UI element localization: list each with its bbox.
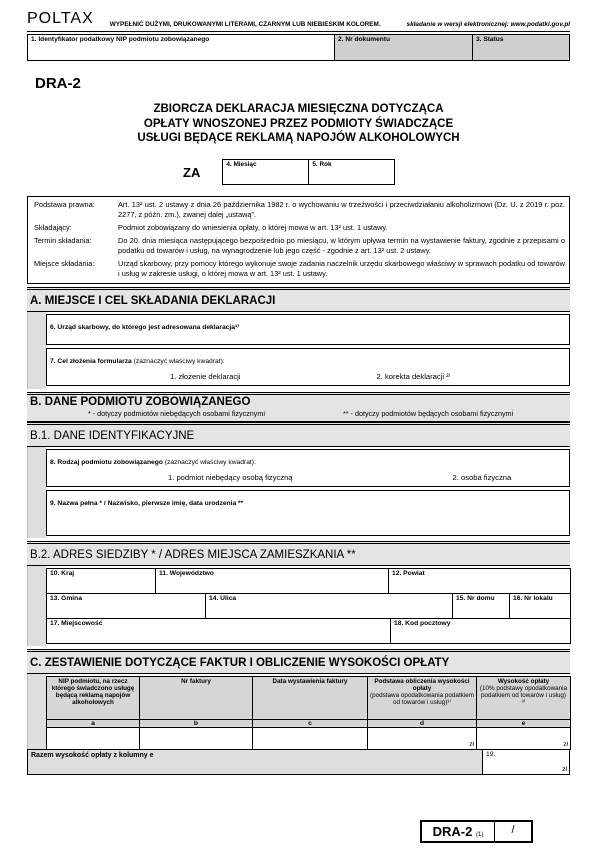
status-label: 3. Status: [476, 36, 504, 43]
field-11-wojewodztwo[interactable]: [155, 568, 389, 594]
field-13-gmina[interactable]: [46, 593, 206, 619]
page-footer-box: [420, 820, 533, 843]
col-b-header: [139, 676, 253, 720]
legal-label: Podstawa prawna:: [34, 200, 95, 210]
letter-b: b: [139, 719, 253, 728]
month-field-label: 4. Miesiąc: [226, 161, 257, 169]
field-14-label: 14. Ulica: [209, 595, 237, 603]
legal-text: Art. 13² ust. 2 ustawy z dnia 26 października 1982 r. o wychowaniu w trzeźwości i przeciwdziałaniu alkoholizmowi (Dz. U. z 2019 r. poz. 2277, z późn. zm.), zwanej dalej „ustawą”.: [118, 200, 565, 220]
cell-nr-faktury[interactable]: [139, 727, 253, 750]
field-14-ulica[interactable]: [205, 593, 453, 619]
fill-instruction: WYPEŁNIĆ DUŻYMI, DRUKOWANYMI LITERAMI, CZARNYM LUB NIEBIESKIM KOLOREM.: [109, 21, 381, 28]
field-15-label: 15. Nr domu: [456, 595, 495, 603]
section-a-body: [27, 312, 570, 389]
field-17-label: 17. Miejscowość: [50, 620, 103, 628]
poltax-logo: POLTAX: [27, 10, 94, 27]
form-title-line1: ZBIORCZA DEKLARACJA MIESIĘCZNA DOTYCZĄCA: [153, 103, 444, 115]
section-b1-header: [27, 422, 570, 447]
field-10-label: 10. Kraj: [50, 570, 75, 578]
section-b2-header: [27, 541, 570, 566]
field-18-label: 18. Kod pocztowy: [394, 620, 451, 628]
legal-label: Składający:: [34, 223, 72, 233]
cell-wysokosc[interactable]: [476, 727, 571, 750]
address-row-1: [46, 569, 570, 594]
section-a-header: [27, 287, 570, 312]
footer-code-text: DRA-2: [432, 824, 473, 839]
form-header: [27, 0, 570, 28]
col-c-header-text: Data wystawienia faktury: [272, 678, 348, 686]
section-c-header: [27, 649, 570, 674]
legal-label: Miejsce składania:: [34, 259, 95, 269]
field-13-label: 13. Gmina: [50, 595, 82, 603]
total-value-cell[interactable]: [482, 749, 570, 775]
invoice-table-header: [46, 676, 570, 720]
footer-page-slash: /: [511, 824, 515, 836]
field-10-kraj[interactable]: [46, 568, 156, 594]
field-12-powiat[interactable]: [388, 568, 571, 594]
cell-podstawa[interactable]: [367, 727, 477, 750]
footer-page-marker: (1): [476, 832, 484, 838]
section-a-title: A. MIEJSCE I CEL SKŁADANIA DEKLARACJI: [30, 295, 276, 308]
col-d-header-text: Podstawa obliczenia wysokości opłaty: [374, 678, 470, 693]
section-b1-title: B.1. DANE IDENTYFIKACYJNE: [30, 430, 195, 443]
form-code-heading: DRA-2: [35, 75, 81, 92]
field-7-hint: (zaznaczyć właściwy kwadrat):: [133, 358, 225, 366]
section-c-title: C. ZESTAWIENIE DOTYCZĄCE FAKTUR I OBLICZENIE WYSOKOŚCI OPŁATY: [30, 657, 450, 670]
total-field-number: 19.: [486, 751, 496, 759]
letter-d: d: [367, 719, 477, 728]
month-field[interactable]: [222, 159, 309, 185]
form-title-line3: USŁUGI BĘDĄCE REKLAMĄ NAPOJÓW ALKOHOLOWYCH: [137, 132, 460, 145]
field-15-nr-domu[interactable]: [452, 593, 510, 619]
letter-c: c: [252, 719, 368, 728]
year-field-label: 5. Rok: [312, 161, 332, 169]
period-row: [183, 159, 570, 185]
col-d-header-sub: (podstawa opodatkowania podatkiem od towarów i usług)³⁾: [370, 692, 474, 707]
option-zlozenie-deklaracji[interactable]: 1. złożenie deklaracji: [170, 372, 241, 382]
total-row: [27, 749, 570, 775]
field-6-label: 6. Urząd skarbowy, do którego jest adresowana deklaracja¹⁾: [50, 324, 239, 332]
field-7-cel-zlozenia: [46, 348, 570, 386]
field-8-hint: (zaznaczyć właściwy kwadrat):: [164, 459, 256, 467]
address-row-2: [46, 594, 570, 619]
option-osoba-fizyczna[interactable]: 2. osoba fizyczna: [452, 473, 512, 483]
field-9-label: 9. Nazwa pełna * / Nazwisko, pierwsze imię, data urodzenia **: [50, 500, 244, 508]
legal-label: Termin składania:: [34, 236, 92, 246]
option-podmiot-niebedacy-osoba-fizyczna[interactable]: 1. podmiot niebędący osobą fizyczną: [168, 473, 293, 483]
invoice-table-row: [46, 728, 570, 750]
legal-text: Do 20. dnia miesiąca następującego bezpośrednio po miesiącu, w którym upływa termin na wystawienie faktury, zgodnie z przepisami o podatku od towarów i usług, na wynagrodzenie lub jego część - zgodnie z art. 13² ust. 2 ustawy.: [118, 236, 565, 256]
col-a-header-text: NIP podmiotu, na rzecz którego świadczono usługę będącą reklamą napojów alkoholowych: [51, 678, 135, 707]
letter-e: e: [476, 719, 571, 728]
field-9-nazwa-pelna[interactable]: [46, 490, 570, 536]
nip-field-label: 1. Identyfikator podatkowy NIP podmiotu zobowiązanego: [31, 36, 210, 43]
year-field[interactable]: [308, 159, 395, 185]
period-boxes: [222, 159, 394, 185]
note-double-asterisk: ** - dotyczy podmiotów będących osobami fizycznymi: [342, 409, 514, 419]
col-e-header-text: Wysokość opłaty: [497, 678, 550, 686]
option-korekta-deklaracji[interactable]: 2. korekta deklaracji ²⁾: [376, 372, 451, 382]
electronic-filing-note: składanie w wersji elektronicznej: www.podatki.gov.pl: [406, 21, 570, 28]
field-11-label: 11. Województwo: [159, 570, 214, 578]
cell-data-faktury[interactable]: [252, 727, 368, 750]
section-b-header: [27, 392, 570, 422]
section-c-gutter: [27, 674, 46, 750]
field-6-urzad-skarbowy[interactable]: [46, 314, 570, 345]
identification-row: [27, 34, 570, 61]
nip-field[interactable]: [27, 34, 335, 61]
form-title: [27, 102, 570, 146]
col-a-header: [46, 676, 140, 720]
legal-basis-block: [27, 196, 570, 284]
document-number-label: 2. Nr dokumentu: [338, 36, 391, 43]
currency-zl: zł: [469, 741, 474, 749]
legal-row-miejsce: [34, 259, 565, 279]
col-c-header: [252, 676, 368, 720]
total-label-cell: [27, 749, 483, 775]
currency-zl: zł: [563, 741, 568, 749]
section-c-body: [27, 674, 570, 750]
section-b-title: B. DANE PODMIOTU ZOBOWIĄZANEGO: [30, 396, 251, 409]
legal-row-termin: [34, 236, 565, 256]
note-single-asterisk: * - dotyczy podmiotów niebędących osobami fizycznymi: [88, 409, 265, 419]
col-d-header: [367, 676, 477, 720]
address-row-3: [46, 619, 570, 644]
section-b-notes: [30, 408, 567, 419]
section-b2-title: B.2. ADRES SIEDZIBY * / ADRES MIEJSCA ZAMIESZKANIA **: [30, 549, 356, 562]
legal-text: Urząd skarbowy, przy pomocy którego wykonuje swoje zadania naczelnik urzędu skarbowego właściwy w sprawach podatku od towarów i usług w zakresie usługi, o której mowa w art. 13² ust. 1 ustawy.: [118, 259, 565, 279]
letter-a: a: [46, 719, 140, 728]
total-label: Razem wysokość opłaty z kolumny e: [31, 752, 154, 760]
field-16-nr-lokalu[interactable]: [509, 593, 571, 619]
status-field: [472, 34, 570, 61]
field-16-label: 16. Nr lokalu: [513, 595, 553, 603]
legal-row-podstawa: [34, 200, 565, 220]
field-12-label: 12. Powiat: [392, 570, 425, 578]
col-e-header: [476, 676, 571, 720]
field-17-miejscowosc[interactable]: [46, 618, 391, 644]
field-7-label: 7. Cel złożenia formularza: [50, 358, 134, 366]
section-b1-gutter: [27, 447, 46, 538]
za-label: ZA: [183, 164, 201, 180]
col-b-header-text: Nr faktury: [181, 678, 211, 686]
section-b2-body: [27, 566, 570, 646]
currency-zl: zł: [562, 766, 567, 774]
document-number-field: [334, 34, 473, 61]
field-8-rodzaj-podmiotu: [46, 449, 570, 487]
section-a-gutter: [27, 312, 46, 389]
footer-form-code: [422, 822, 495, 841]
cell-nip[interactable]: [46, 727, 140, 750]
legal-row-skladajacy: [34, 223, 565, 233]
field-18-kod-pocztowy[interactable]: [390, 618, 571, 644]
section-b1-body: [27, 447, 570, 538]
header-divider: [27, 31, 570, 32]
section-b2-gutter: [27, 566, 46, 646]
form-title-line2: OPŁATY WNOSZONEJ PRZEZ PODMIOTY ŚWIADCZĄCE: [143, 117, 454, 130]
legal-text: Podmiot zobowiązany do wniesienia opłaty, o której mowa w art. 13² ust. 1 ustawy.: [118, 223, 388, 233]
col-e-header-sub: (10% podstawy opodatkowania podatkiem od towarów i usług) ³⁾: [479, 685, 568, 707]
field-8-label: 8. Rodzaj podmiotu zobowiązanego: [50, 459, 165, 467]
